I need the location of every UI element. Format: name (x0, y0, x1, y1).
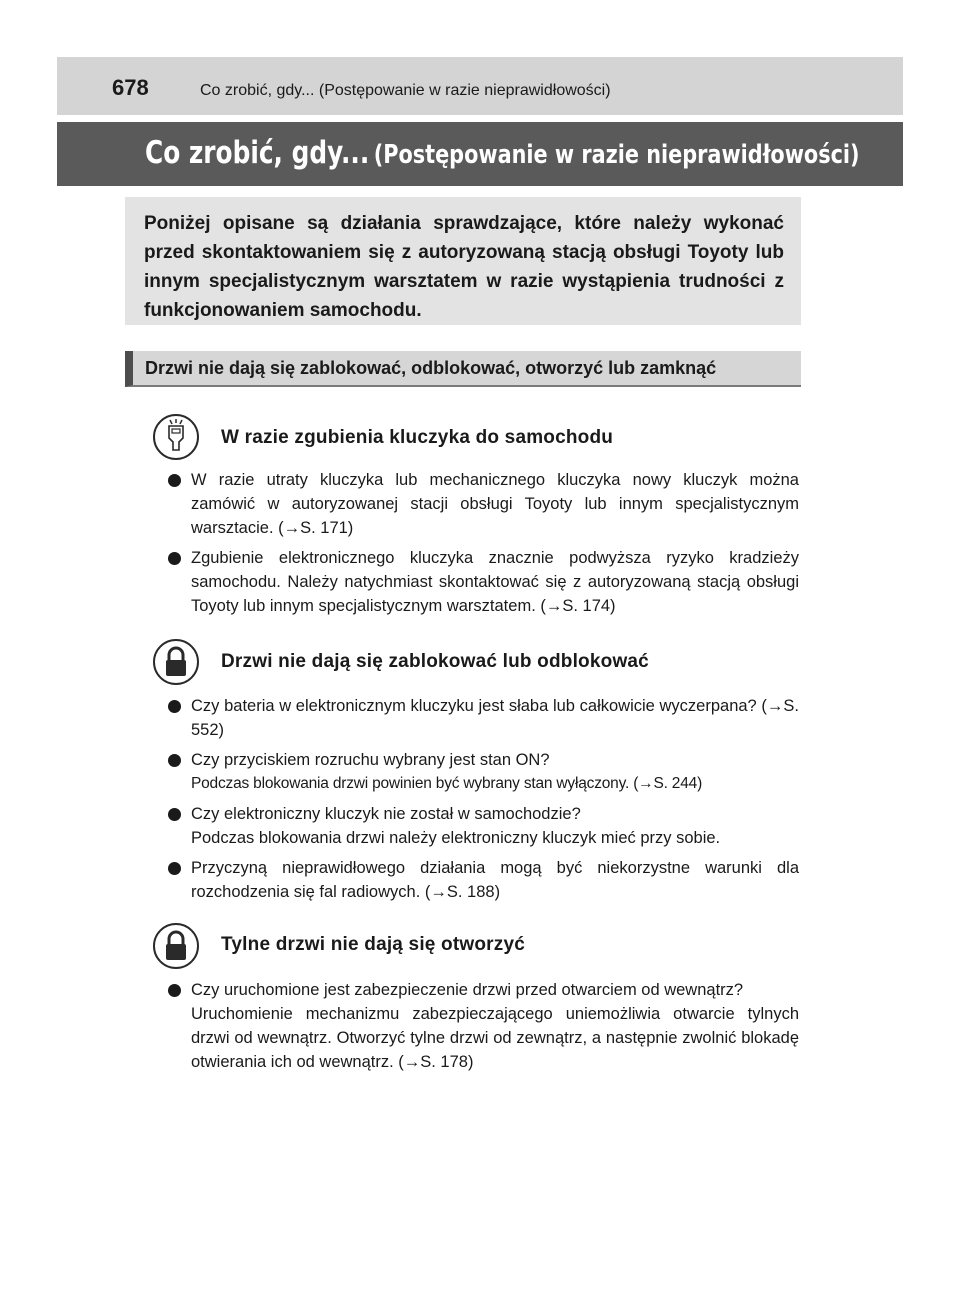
paragraph-rear-door-note: Uruchomienie mechanizmu zabezpieczającego uniemożliwia otwarcie tylnych drzwi od wewnątrz. Otworzyć tylne drzwi od zewnątrz, a następnie zwolnić blokadę otwierania ich od wewnątrz. (→S. 178) (191, 1005, 799, 1071)
running-header (57, 57, 903, 115)
subsection-title-lost-key: W razie zgubienia kluczyka do samochodu (221, 427, 614, 448)
intro-box: Poniżej opisane są działania sprawdzające, które należy wykonać przed skontaktowaniem się z autoryzowaną stacją obsługi Toyoty lub innym specjalistycznym warsztatem w razie wystąpienia trudności z funkcjonowaniem samochodu. (125, 197, 801, 325)
page-title-sub: (Postępowanie w razie nieprawidłowości) (373, 140, 860, 170)
paragraph-lost-key-2: Zgubienie elektronicznego kluczyka znacznie podwyższa ryzyko kradzieży samochodu. Należy natychmiast skontaktować się z autoryzowaną stacją obsługi Toyoty lub innym specjalistycznym warsztatem. (→S. 174) (191, 549, 799, 615)
subsection-title-lock: Drzwi nie dają się zablokować lub odblokować (221, 651, 649, 672)
bullet-icon (168, 754, 181, 767)
title-bar (57, 122, 903, 186)
subsection-title-rear-door: Tylne drzwi nie dają się otworzyć (221, 934, 525, 955)
paragraph-lock-3-note: Podczas blokowania drzwi należy elektroniczny kluczyk mieć przy sobie. (191, 829, 721, 847)
bullet-icon (168, 984, 181, 997)
paragraph-lock-2-note: Podczas blokowania drzwi powinien być wybrany stan wyłączony. (→S. 244) (191, 775, 703, 792)
section-heading (125, 351, 801, 387)
bullet-icon (168, 700, 181, 713)
bullet-icon (168, 808, 181, 821)
paragraph-lock-3 (191, 802, 799, 850)
section-heading-text: Drzwi nie dają się zablokować, odblokować, otworzyć lub zamknąć (145, 358, 717, 378)
bullet-icon (168, 552, 181, 565)
lock-icon (153, 639, 199, 685)
bullet-icon (168, 862, 181, 875)
paragraph-lock-1: Czy bateria w elektronicznym kluczyku jest słaba lub całkowicie wyczerpana? (→S. 552) (191, 697, 799, 739)
lock-icon (153, 923, 199, 969)
page-number: 678 (112, 75, 149, 100)
page-title (145, 135, 860, 171)
running-head-text: Co zrobić, gdy... (Postępowanie w razie nieprawidłowości) (200, 82, 611, 99)
bullet-icon (168, 474, 181, 487)
paragraph-lock-3-question: Czy elektroniczny kluczyk nie został w samochodzie? (191, 805, 581, 823)
page-title-main: Co zrobić, gdy... (145, 135, 370, 171)
key-icon (153, 414, 199, 460)
paragraph-lock-2-question: Czy przyciskiem rozruchu wybrany jest stan ON? (191, 751, 550, 769)
paragraph-lock-4: Przyczyną nieprawidłowego działania mogą być niekorzystne warunki dla rozchodzenia się fal radiowych. (→S. 188) (191, 859, 799, 901)
paragraph-rear-door-1 (191, 978, 799, 1074)
paragraph-lock-2 (191, 748, 799, 796)
paragraph-rear-door-question: Czy uruchomione jest zabezpieczenie drzwi przed otwarciem od wewnątrz? (191, 981, 744, 999)
paragraph-lost-key-1: W razie utraty kluczyka lub mechanicznego kluczyka nowy kluczyk można zamówić w autoryzowanej stacji obsługi Toyoty lub innym specjalistycznym warsztacie. (→S. 171) (191, 471, 799, 537)
